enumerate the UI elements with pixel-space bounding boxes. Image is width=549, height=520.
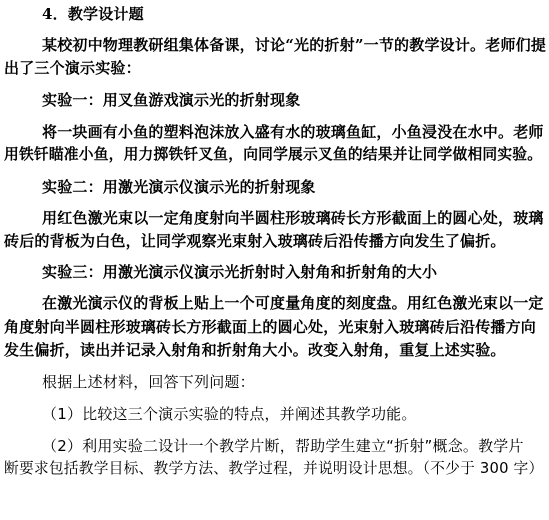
experiment-3-line-3: 发生偏折，读出并记录入射角和折射角大小。改变入射角，重复上述实验。 [4,341,506,359]
experiment-2-line-2: 砖后的背板为白色，让同学观察光束射入玻璃砖后沿传播方向发生了偏折。 [4,232,506,250]
experiment-1-title: 实验一：用叉鱼游戏演示光的折射现象 [42,91,301,109]
section-heading: 4．教学设计题 [42,5,144,23]
experiment-3-line-1: 在激光演示仪的背板上贴上一个可度量角度的刻度盘。用红色激光束以一定 [42,294,544,312]
experiment-1-line-2: 用铁钎瞄准小鱼，用力掷铁钎叉鱼，向同学展示叉鱼的结果并让同学做相同实验。 [4,146,543,163]
question-2-line-2: 断要求包括教学目标、教学方法、教学过程，并说明设计思想。（不少于 300 字） [4,460,544,477]
question-1: （1）比较这三个演示实验的特点，并阐述其教学功能。 [42,405,417,423]
intro-line-1: 某校初中物理教研组集体备课，讨论“光的折射”一节的教学设计。老师们提 [42,36,547,54]
experiment-2-title: 实验二：用激光演示仪演示光的折射现象 [42,178,316,196]
intro-line-2: 出了三个演示实验： [4,59,141,77]
question-2-line-1: （2）利用实验二设计一个教学片断，帮助学生建立“折射”概念。教学片 [42,437,524,455]
experiment-3-title: 实验三：用激光演示仪演示光折射时入射角和折射角的大小 [42,263,438,281]
question-prompt: 根据上述材料，回答下列问题： [42,373,255,391]
experiment-1-line-1: 将一块画有小鱼的塑料泡沫放入盛有水的玻璃鱼缸，小鱼浸没在水中。老师 [42,123,544,141]
experiment-3-line-2: 角度射向半圆柱形玻璃砖长方形截面上的圆心处，光束射入玻璃砖后沿传播方向 [4,318,537,336]
experiment-2-line-1: 用红色激光束以一定角度射向半圆柱形玻璃砖长方形截面上的圆心处，玻璃 [42,209,544,227]
